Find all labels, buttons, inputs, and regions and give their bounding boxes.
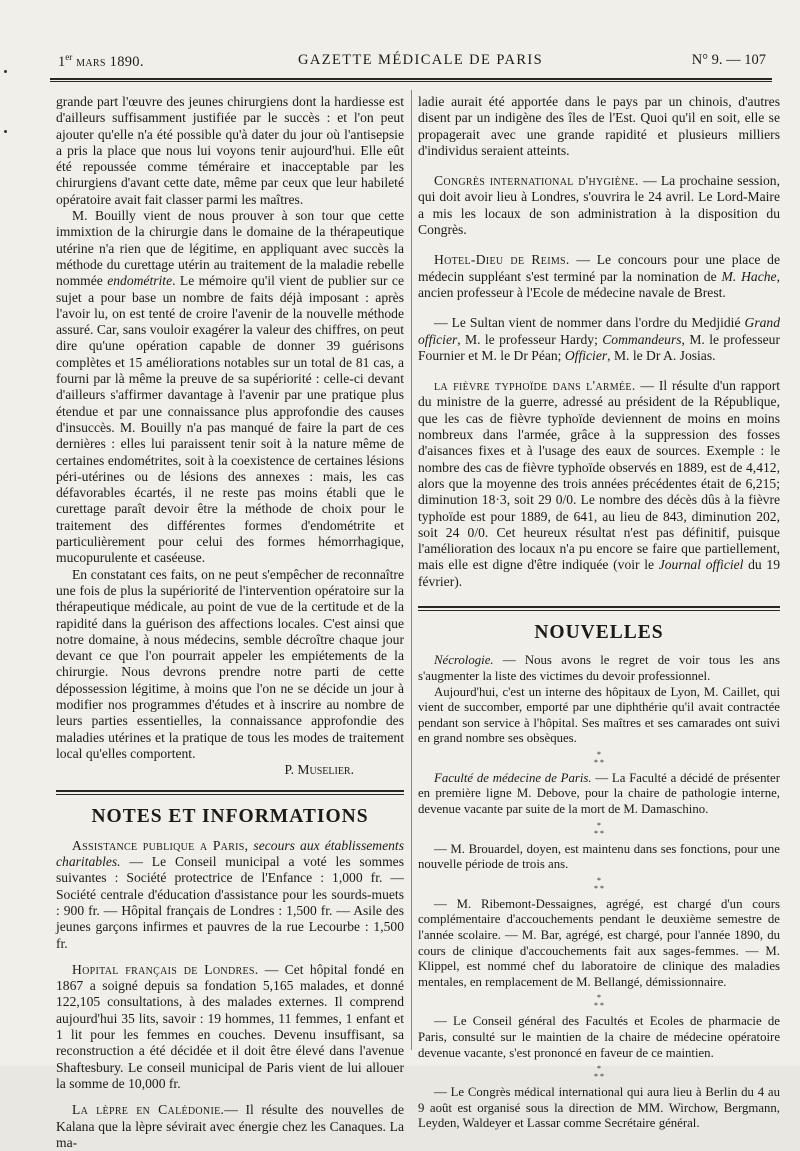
- header-rule: [50, 78, 772, 82]
- news-item: Congrès international d'hygiène. — La prochaine session, qui doit avoir lieu à Londres, s'ouvrira le 24 avril. Le Lord-Maire a mis les locaux de son administration à la disposition du Congrès.: [418, 173, 780, 238]
- section-title-notes: NOTES ET INFORMATIONS: [91, 806, 369, 828]
- news-item: — Le Conseil général des Facultés et Ecoles de pharmacie de Paris, consulté sur le maintien de la chaire de médecine opératoire devenue vacante, s'est prononcé en faveur de ce maintien.: [418, 1014, 780, 1060]
- news-item: Hopital français de Londres. — Cet hôpital fondé en 1867 a soigné depuis sa fondation 5,165 malades, et donné 122,105 consultations, à des malades externes. Il comprend aujourd'hui 35 lits, savoir : 19 hommes, 11 femmes, 1 enfant et 1 lit pour les femmes en couches. Devenu insuffisant, sa reconstruction a été décidée et il doit être élevé dans l'avenue Shaftesbury. Le conseil municipal de Paris vient de lui allouer la somme de 10,000 fr.: [56, 961, 404, 1091]
- section-title-nouvelles: NOUVELLES: [534, 622, 664, 644]
- issue-date: 1er mars 1890.: [58, 52, 144, 70]
- nouvelles-list: [418, 653, 780, 1132]
- left-column: [56, 94, 404, 1151]
- news-item: Faculté de médecine de Paris. — La Faculté a décidé de présenter en première ligne M. Debove, pour la chaire de pathologie interne, devenue vacante par suite de la mort de M. Damaschino.: [418, 770, 780, 817]
- news-item: Nécrologie. — Nous avons le regret de voir tous les ans s'augmenter la liste des victimes du devoir professionnel.: [418, 653, 780, 683]
- margin-speck: [4, 70, 7, 73]
- page-number: N° 9. — 107: [691, 52, 766, 68]
- news-item: ladie aurait été apportée dans le pays par un chinois, d'autres disent par un indigène des îles de l'Est. Quoi qu'il en soit, elle se propagerait avec une grande rapidité et plusieurs milliers d'individus seraient atteints.: [418, 94, 780, 158]
- news-item: La lèpre en Calédonie.— Il résulte des nouvelles de Kalana que la lèpre sévirait avec énergie chez les Canaques. La ma-: [56, 1102, 404, 1150]
- asterism: * * *: [594, 875, 604, 893]
- news-item: la fièvre typhoïde dans l'armée. — Il résulte d'un rapport du ministre de la guerre, adressé au président de la République, que les cas de fièvre typhoïde deviennent de moins en moins nombreux dans l'armée, grâce à la suppression des fosses d'aisances fixes et à l'usage des eaux de sources. Exemple : le nombre des cas de fièvre typhoïde observés en 1889, est de 4,412, alors que la moyenne des trois années précédentes était de 6,215; diminution 18·3, soit 29 0/0. Le nombre des décès dûs à la fièvre typhoïde est pour 1889, de 641, au lieu de 843, diminution 202, soit 24 0/0. Cet heureux résultat n'est pas définitif, puisque l'amélioration des locaux n'a pu encore se faire que partiellement, mais elle est digne d'être indiquée (voir le Journal officiel du 19 février).: [418, 378, 780, 589]
- news-item: — Le Congrès médical international qui aura lieu à Berlin du 4 au 9 août est organisé sous la direction de MM. Wirchow, Bergmann, Leyden, Waldeyer et Lassar comme Secrétaire général.: [418, 1085, 780, 1131]
- news-item: — Le Sultan vient de nommer dans l'ordre du Medjidié Grand officier, M. le professeur Hardy; Commandeurs, M. le professeur Fournier et M. le Dr Péan; Officier, M. le Dr A. Josias.: [418, 315, 780, 363]
- author-signature: P. Muselier.: [284, 762, 354, 778]
- news-item: — M. Ribemont-Dessaignes, agrégé, est chargé d'un cours complémentaire d'accouchements pendant le deuxième semestre de l'année scolaire. — M. Bar, agrégé, est chargé, pour l'année 1890, du cours de clinique d'accouchements fait aux sages-femmes. — M. Klippel, est nommé chef du laboratoire de clinique des maladies mentales, en remplacement de M. Bellangé, démissionnaire.: [418, 896, 780, 989]
- asterism: * * *: [594, 749, 604, 767]
- asterism: * * *: [594, 1064, 604, 1082]
- section-rule: [56, 790, 404, 795]
- article-paragraph: grande part l'œuvre des jeunes chirurgiens dont la hardiesse est d'ailleurs suffisamment justifiée par le succès : et l'on peut ajouter qu'elle n'a été possible qu'à dater du jour où l'antisepsie a pris la place que nous lui voyons tenir aujourd'hui. Elle eût été repoussée comme téméraire et inacceptable par les chirurgiens d'avant cette date, même par ceux que leur habileté opératoire avait fait classer parmi les maîtres.: [56, 94, 404, 207]
- article-paragraph: M. Bouilly vient de nous prouver à son tour que cette immixtion de la chirurgie dans le domaine de la thérapeutique utérine n'a rien que de légitime, en appliquant avec succès la méthode du curettage utérin au traitement de la maladie rebelle nommée endométrite. Le mémoire qu'il vient de publier sur ce sujet a pour base un nombre de faits déjà imposant : après l'avoir lu, on est tenté de croire l'avenir de la nouvelle méthode assuré. Car, sans vouloir exagérer la valeur des chiffres, on peut dire qu'une opération capable de donner 39 guérisons complètes et 15 améliorations notables sur un total de 81 cas, a fourni par là même la preuve de sa supériorité : celle-ci devant d'ailleurs s'affirmer davantage à l'avenir par une pratique plus étendue et par une connaissance plus approfondie des causes d'insuccès. M. Bouilly n'a pas manqué de faire la part de ces dernières : elles lui paraissent tenir soit à la nature même de certaines endométrites, soit à la coexistence de certaines lésions péri-utérines ou de lésions des annexes : mais, les cas défavorables écartés, il ne reste pas moins établi que le curettage paraît devoir être la méthode de choix pour le traitement des différentes formes d'endométrite et particulièrement pour celui des formes hémorrhagique, mucopurulente et caséeuse.: [56, 208, 404, 566]
- right-column: [418, 94, 780, 1132]
- margin-speck: [4, 130, 7, 133]
- news-item: Assistance publique a Paris, secours aux établissements charitables. — Le Conseil municipal a voté les sommes suivantes : Société protectrice de l'Enfance : 1,000 fr. — Société centrale d'éducation d'assistance pour les sourds-muets : 900 fr. — Hôpital français de Londres : 1,500 fr. — Asile des jeunes garçons infirmes et pauvres de la rue Lecourbe : 1,500 fr.: [56, 837, 404, 951]
- section-rule: [418, 606, 780, 611]
- journal-title: GAZETTE MÉDICALE DE PARIS: [298, 52, 544, 68]
- asterism: * * *: [594, 993, 604, 1011]
- column-divider: [411, 90, 412, 1050]
- asterism: * * *: [594, 820, 604, 838]
- news-item: Aujourd'hui, c'est un interne des hôpitaux de Lyon, M. Caillet, qui vient de succomber, emporté par une diphthérie qu'il avait contractée pendant son service à l'hôpital. Ses maîtres et ses camarades ont suivi en grand nombre ses obsèques.: [418, 684, 780, 746]
- news-item: — M. Brouardel, doyen, est maintenu dans ses fonctions, pour une nouvelle période de trois ans.: [418, 841, 780, 872]
- article-paragraph: En constatant ces faits, on ne peut s'empêcher de reconnaître une fois de plus la supériorité de l'intervention opératoire sur la thérapeutique médicale, au point de vue de la certitude et de la rapidité dans la guérison des affections locales. C'est ainsi que notre domaine, à nous médecins, semble décroître chaque jour devant ce que l'on pourrait appeler les empiétements de la chirurgie. Nous devrons prendre notre parti de cette dépossession légitime, à moins que l'on ne se décide un jour à modifier nos programmes d'études et à inscrire au nombre de leurs parties essentielles, la connaissance approfondie des maladies utérines et la pratique de tous les modes de traitement local qu'elles comportent.: [56, 566, 404, 761]
- news-item: Hotel-Dieu de Reims. — Le concours pour une place de médecin suppléant s'est terminé par la nomination de M. Hache, ancien professeur à l'Ecole de médecine navale de Brest.: [418, 252, 780, 300]
- page-header: [58, 52, 766, 72]
